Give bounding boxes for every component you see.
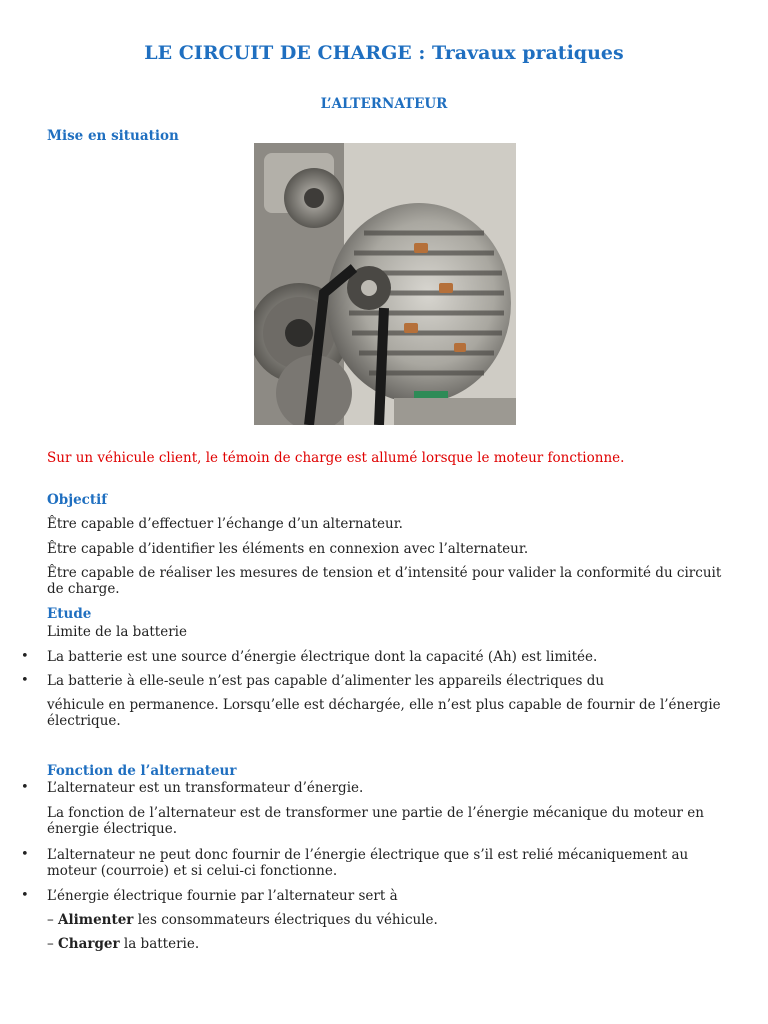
heading-objectif: Objectif (47, 492, 108, 508)
dash-item-charger (47, 936, 727, 952)
objectif-item-1: Être capable d’effectuer l’échange d’un alternateur. (47, 516, 403, 532)
objectif-item-3: Être capable de réaliser les mesures de tension et d’intensité pour valider la conformité du circuit de charge. (47, 565, 722, 597)
dash-item-alimenter (47, 912, 727, 928)
bullet-icon: • (21, 780, 29, 795)
bullet-icon: • (21, 847, 29, 862)
dash-prefix: – (47, 936, 59, 952)
alternator-photo (254, 143, 516, 425)
etude-subheading: Limite de la batterie (47, 624, 187, 640)
bullet-icon: • (21, 673, 29, 688)
bullet-icon: • (21, 888, 29, 903)
etude-continuation: véhicule en permanence. Lorsqu’elle est déchargée, elle n’est plus capable de fournir de l’énergie électrique. (47, 697, 721, 729)
dash-bold-alimenter: Alimenter (58, 912, 134, 928)
etude-bullet-2: La batterie à elle-seule n’est pas capable d’alimenter les appareils électriques du (47, 673, 605, 689)
alternator-illustration (254, 143, 516, 425)
heading-etude: Etude (47, 606, 92, 622)
bullet-icon: • (21, 649, 29, 664)
page-title: LE CIRCUIT DE CHARGE : Travaux pratiques (144, 42, 624, 64)
objectif-item-2: Être capable d’identifier les éléments en connexion avec l’alternateur. (47, 541, 529, 557)
heading-fonction: Fonction de l’alternateur (47, 763, 237, 779)
fonction-bullet-3: L’énergie électrique fournie par l’alternateur sert à (47, 888, 398, 904)
dash-bold-charger: Charger (58, 936, 120, 952)
fonction-paragraph: La fonction de l’alternateur est de transformer une partie de l’énergie mécanique du moteur en énergie électrique. (47, 805, 704, 837)
fonction-bullet-2: L’alternateur ne peut donc fournir de l’énergie électrique que s’il est relié mécaniquement au moteur (courroie) et si celui-ci fonctionne. (47, 847, 689, 879)
dash-rest-charger: la batterie. (119, 936, 200, 952)
page-subtitle: L’ALTERNATEUR (320, 96, 448, 112)
heading-mise-en-situation: Mise en situation (47, 128, 179, 144)
dash-rest-alimenter: les consommateurs électriques du véhicule. (133, 912, 438, 928)
situation-statement: Sur un véhicule client, le témoin de charge est allumé lorsque le moteur fonctionne. (47, 450, 625, 466)
fonction-bullet-1: L’alternateur est un transformateur d’énergie. (47, 780, 364, 796)
dash-prefix: – (47, 912, 59, 928)
etude-bullet-1: La batterie est une source d’énergie électrique dont la capacité (Ah) est limitée. (47, 649, 598, 665)
